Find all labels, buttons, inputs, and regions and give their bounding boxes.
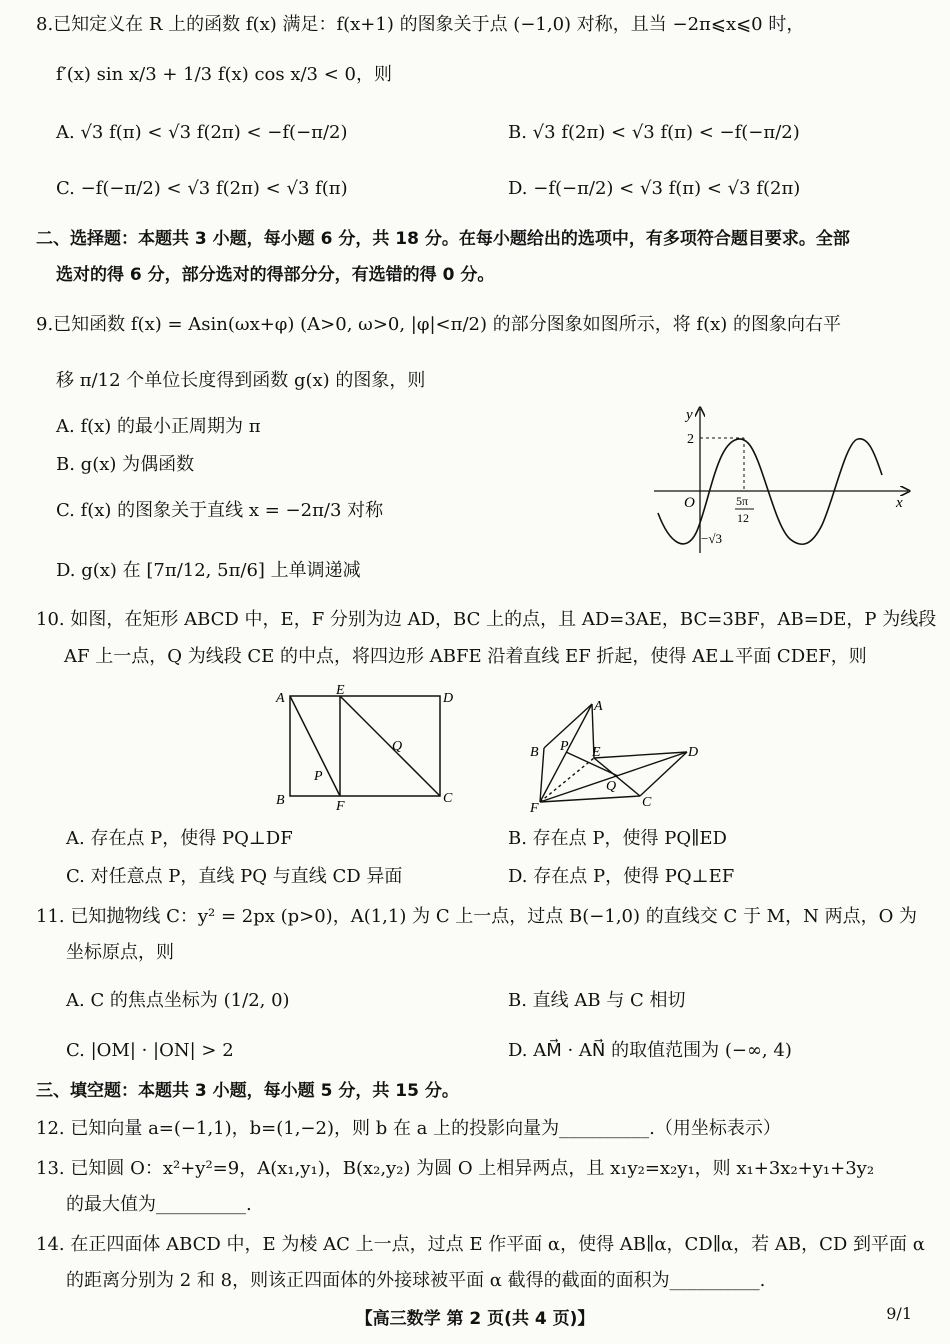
- q11-option-b: B. 直线 AB 与 C 相切: [508, 990, 686, 1011]
- q10-fig1-label-d: D: [443, 691, 454, 706]
- q10-stem-line2: AF 上一点，Q 为线段 CE 的中点，将四边形 ABFE 沿着直线 EF 折起，使得 AE⊥平面 CDEF，则: [64, 646, 867, 667]
- q9-xtick-denominator: 12: [737, 511, 749, 525]
- q9-option-d: D. g(x) 在 [7π/12, 5π/6] 上单调递减: [56, 560, 361, 581]
- q10-fig2-label-f: F: [530, 801, 539, 814]
- q10-rect-outline: [290, 696, 440, 796]
- q10-fig2-label-p: P: [560, 739, 569, 754]
- q9-y-label: y: [686, 407, 693, 423]
- q9-ymax-label: 2: [687, 432, 694, 447]
- page-code: 9/1: [886, 1304, 912, 1323]
- q10-fig1-label-p: P: [314, 769, 323, 784]
- q10-folded-figure: [522, 690, 712, 814]
- q10-fig1-label-f: F: [336, 799, 345, 812]
- q11-option-d: D. AM⃗ · AN⃗ 的取值范围为 (−∞, 4): [508, 1040, 792, 1061]
- q12-stem: 12. 已知向量 a=(−1,1)，b=(1,−2)，则 b 在 a 上的投影向量为__________.（用坐标表示）: [36, 1118, 781, 1139]
- q10-segment-ec: [340, 696, 440, 796]
- q11-option-c: C. |OM| · |ON| > 2: [66, 1040, 234, 1061]
- q9-stem-line1: 9.已知函数 f(x) = Asin(ωx+φ) (A>0, ω>0, |φ|<π/2) 的部分图象如图所示，将 f(x) 的图象向右平: [36, 314, 842, 335]
- q10-fig2-label-b: B: [530, 745, 539, 760]
- q10-rectangle-figure: [270, 684, 470, 812]
- q8-option-b: B. √3 f(2π) < √3 f(π) < −f(−π/2): [508, 122, 800, 143]
- q9-option-c: C. f(x) 的图象关于直线 x = −2π/3 对称: [56, 500, 384, 521]
- q10-option-a: A. 存在点 P，使得 PQ⊥DF: [66, 828, 293, 849]
- q10-option-b: B. 存在点 P，使得 PQ∥ED: [508, 828, 727, 849]
- q11-stem-line2: 坐标原点，则: [66, 942, 174, 963]
- q9-xtick-numerator: 5π: [736, 494, 749, 508]
- q10-fig1-label-c: C: [443, 791, 453, 806]
- q10-option-d: D. 存在点 P，使得 PQ⊥EF: [508, 866, 735, 887]
- q8-stem-line2: f′(x) sin x/3 + 1/3 f(x) cos x/3 < 0，则: [56, 64, 392, 85]
- q13-stem-line2: 的最大值为__________.: [66, 1194, 252, 1215]
- q13-stem-line1: 13. 已知圆 O：x²+y²=9，A(x₁,y₁)，B(x₂,y₂) 为圆 O 上相异两点，且 x₁y₂=x₂y₁，则 x₁+3x₂+y₁+3y₂: [36, 1158, 875, 1179]
- q10-fig1-label-b: B: [276, 793, 285, 808]
- q9-option-a: A. f(x) 的最小正周期为 π: [56, 416, 261, 437]
- q8-stem-line1: 8.已知定义在 R 上的函数 f(x) 满足：f(x+1) 的图象关于点 (−1,0) 对称，且当 −2π⩽x⩽0 时，: [36, 14, 805, 35]
- q8-option-c: C. −f(−π/2) < √3 f(2π) < √3 f(π): [56, 178, 348, 199]
- q9-stem-line2: 移 π/12 个单位长度得到函数 g(x) 的图象，则: [56, 370, 426, 391]
- q10-fold-line: [594, 758, 640, 796]
- page-footer: 【高三数学 第 2 页(共 4 页)】: [355, 1309, 595, 1329]
- q10-fig2-label-c: C: [642, 795, 652, 810]
- q10-fig1-label-q: Q: [392, 739, 403, 754]
- section2-header-line2: 选对的得 6 分，部分选对的得部分分，有选错的得 0 分。: [56, 265, 495, 285]
- section2-header-line1: 二、选择题：本题共 3 小题，每小题 6 分，共 18 分。在每小题给出的选项中，有多项符合题目要求。全部: [36, 229, 850, 249]
- q10-fig2-label-a: A: [594, 699, 603, 714]
- q10-option-c: C. 对任意点 P，直线 PQ 与直线 CD 异面: [66, 866, 403, 887]
- q10-fig2-label-e: E: [592, 745, 601, 760]
- q8-option-d: D. −f(−π/2) < √3 f(π) < √3 f(2π): [508, 178, 801, 199]
- q9-ymin-label: −√3: [701, 531, 722, 546]
- q9-sine-graph: [650, 405, 915, 555]
- q11-option-a: A. C 的焦点坐标为 (1/2, 0): [66, 990, 290, 1011]
- q11-stem-line1: 11. 已知抛物线 C：y² = 2px (p>0)，A(1,1) 为 C 上一点，过点 B(−1,0) 的直线交 C 于 M，N 两点，O 为: [36, 906, 918, 927]
- q9-origin-label: O: [684, 495, 695, 511]
- q10-fold-line: [540, 758, 594, 802]
- q10-stem-line1: 10. 如图，在矩形 ABCD 中，E，F 分别为边 AD，BC 上的点，且 AD=3AE，BC=3BF，AB=DE，P 为线段: [36, 609, 937, 630]
- q8-option-a: A. √3 f(π) < √3 f(2π) < −f(−π/2): [56, 122, 348, 143]
- q10-fig1-label-e: E: [336, 684, 345, 698]
- section3-header: 三、填空题：本题共 3 小题，每小题 5 分，共 15 分。: [36, 1081, 459, 1101]
- q14-stem-line1: 14. 在正四面体 ABCD 中，E 为棱 AC 上一点，过点 E 作平面 α，使得 AB∥α，CD∥α，若 AB，CD 到平面 α: [36, 1234, 925, 1255]
- q10-fold-line: [640, 752, 687, 796]
- q10-fold-line: [540, 748, 544, 802]
- q14-stem-line2: 的距离分别为 2 和 8，则该正四面体的外接球被平面 α 截得的截面的面积为__________.: [66, 1270, 766, 1291]
- q9-option-b: B. g(x) 为偶函数: [56, 454, 195, 475]
- q10-fig2-label-q: Q: [606, 779, 617, 794]
- q10-fig2-label-d: D: [688, 745, 699, 760]
- q9-x-label: x: [896, 495, 903, 511]
- q10-fig1-label-a: A: [276, 691, 285, 706]
